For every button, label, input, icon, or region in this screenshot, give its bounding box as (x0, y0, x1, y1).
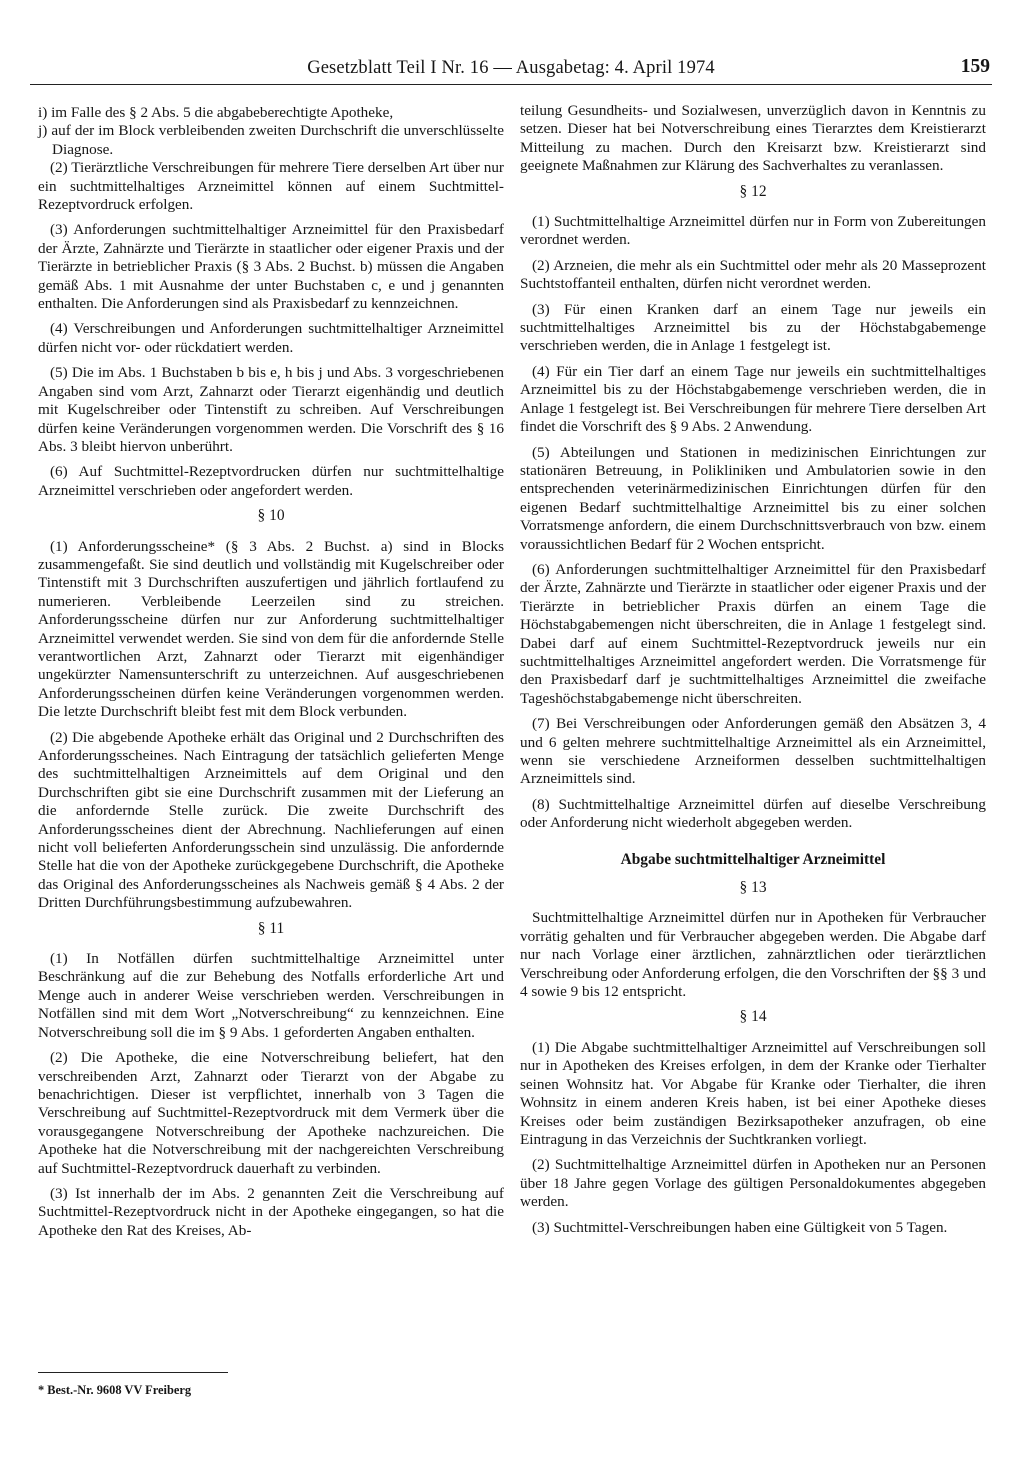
paragraph-14-3: (3) Suchtmittel-Verschreibungen haben eine Gültigkeit von 5 Tagen. (532, 1218, 948, 1236)
paragraph-12-3: (3) Für einen Kranken darf an einem Tage nur jeweils ein suchtmittelhaltiges Arzneimittel bis zu der Höchstabgabemenge verschrieben werden, die in Anlage 1 festgelegt ist. (520, 300, 986, 355)
section-13-heading: § 13 (739, 879, 767, 897)
paragraph-13: Suchtmittelhaltige Arzneimittel dürfen nur in Apotheken für Verbraucher vorrätig gehalten und für Verbraucher abgegeben werden. Die Abgabe darf nur nach Vorlage einer ärztlichen, zahnärztlichen oder tierärztlichen Verschreibung oder Anforderung erfolgen, die den Vorschriften der §§ 3 und 4 sowie 9 bis 12 entspricht. (520, 909, 986, 1001)
paragraph-12-7: (7) Bei Verschreibungen oder Anforderungen gemäß den Absätzen 3, 4 und 6 gelten mehrere suchtmittelhaltige Arzneimittel als ein Arzneimittel, wenn sie verschiedene Arzneiformen desselben suchtmittelhaltigen Arzneimittels sind. (520, 715, 986, 788)
paragraph-9-2: (2) Tierärztliche Verschreibungen für mehrere Tiere derselben Art über nur ein suchtmittelhaltiges Arzneimittel können auf einem Suchtmittel-Rezeptvordruck erfolgen. (38, 159, 504, 214)
section-11-heading: § 11 (257, 919, 285, 937)
paragraph-14-2: (2) Suchtmittelhaltige Arzneimittel dürfen in Apotheken nur an Personen über 18 Jahre gegen Vorlage des gültigen Personaldokumentes abgegeben werden. (520, 1156, 986, 1211)
chapter-heading-abgabe: Abgabe suchtmittelhaltiger Arzneimittel (620, 850, 886, 868)
paragraph-11-3: (3) Ist innerhalb der im Abs. 2 genannten Zeit die Verschreibung auf Suchtmittel-Rezeptvordruck nicht in der Apotheke eingegangen, so hat die Apotheke den Rat des Kreises, Ab- (38, 1184, 504, 1239)
paragraph-12-4: (4) Für ein Tier darf an einem Tage nur jeweils ein suchtmittelhaltiges Arzneimittel bis zu der Höchstabgabemenge verschrieben werden, die in Anlage 1 festgelegt ist. Bei Verschreibungen für mehrere Tiere derselben Art findet die Vorschrift des § 9 Abs. 2 Anwendung. (520, 362, 986, 436)
paragraph-9-5: (5) Die im Abs. 1 Buchstaben b bis e, h bis j und Abs. 3 vorgeschriebenen Angaben sind vom Arzt, Zahnarzt oder Tierarzt eigenhändig und deutlich mit Kugelschreiber oder Tintenstift zu schreiben. Auf Verschreibungen dürfen keine Veränderungen vorgenommen werden. Die Vorschrift des § 16 Abs. 3 bleibt hiervon unberührt. (38, 364, 504, 455)
paragraph-9-3: (3) Anforderungen suchtmittelhaltiger Arzneimittel für den Praxisbedarf der Ärzte, Zahnärzte und Tierärzte in staatlicher oder eigener Praxis und der Tierärzte in betrieblicher Praxis (§ 3 Abs. 2 Buchst. b) müssen die Angaben gemäß Abs. 1 mit Ausnahme der unter Buchstaben c, e und j genannten enthalten. Die Anforderungen sind als Praxisbedarf zu kennzeichnen. (38, 221, 504, 313)
paragraph-12-6: (6) Anforderungen suchtmittelhaltiger Arzneimittel für den Praxisbedarf der Ärzte, Zahnärzte und Tierärzte in staatlicher oder eigener Praxis und der Tierärzte in betrieblicher Praxis dürfen an einem Tage die Höchstabgabemengen nicht überschreiten, die in Anlage 1 festgelegt sind. Dabei darf auf einem Suchtmittel-Rezeptvordruck jeweils nur ein suchtmittelhaltiges Arzneimittel angefordert werden. Die Vorratsmenge für den Praxisbedarf darf je suchtmittelhaltiges Arzneimittel die zweifache Tageshöchstabgabemenge nicht überschreiten. (520, 560, 986, 707)
footnote-rule (38, 1372, 228, 1373)
page-number: 159 (960, 56, 990, 77)
page-header (30, 58, 992, 85)
paragraph-14-1: (1) Die Abgabe suchtmittelhaltiger Arzneimittel auf Verschreibungen soll nur in Apotheken des Kreises erfolgen, in dem der Kranke oder Tierhalter seinen Wohnsitz hat. Vor Abgabe für Kranke oder Tierhalter, die ihren Wohnsitz in einem anderen Kreis haben, ist bei einer Apotheke dieses Kreises oder beim zuständigen Bezirksapotheker anzufragen, ob eine Eintragung in das Verzeichnis der Suchtkranken vorliegt. (520, 1038, 986, 1148)
paragraph-9-6: (6) Auf Suchtmittel-Rezeptvordrucken dürfen nur suchtmittelhaltige Arzneimittel verschrieben oder angefordert werden. (38, 463, 504, 499)
left-column (38, 104, 504, 1247)
paragraph-9-4: (4) Verschreibungen und Anforderungen suchtmittelhaltiger Arzneimittel dürfen nicht vor- oder rückdatiert werden. (38, 320, 504, 356)
paragraph-12-2: (2) Arzneien, die mehr als ein Suchtmittel oder mehr als 20 Masseprozent Suchtstoffanteil enthalten, dürfen nicht verordnet werden. (520, 256, 986, 293)
header-title: Gesetzblatt Teil I Nr. 16 — Ausgabetag: 4. April 1974 (307, 58, 715, 78)
section-10-heading: § 10 (257, 507, 285, 525)
paragraph-12-1: (1) Suchtmittelhaltige Arzneimittel dürfen nur in Form von Zubereitungen verordnet werden. (520, 213, 986, 249)
paragraph-11-1: (1) In Notfällen dürfen suchtmittelhaltige Arzneimittel unter Beschränkung auf die zur Behebung des Notfalls erforderliche Art und Menge auch in anderer Weise verschrieben werden. Verschreibungen in Notfällen sind mit dem Wort „Notverschreibung“ zu kennzeichnen. Eine Notverschreibung soll die im § 9 Abs. 1 geforderten Angaben enthalten. (38, 950, 504, 1041)
paragraph-12-8: (8) Suchtmittelhaltige Arzneimittel dürfen auf dieselbe Verschreibung oder Anforderung nicht wiederholt abgegeben werden. (520, 795, 986, 832)
paragraph-10-1: (1) Anforderungsscheine* (§ 3 Abs. 2 Buchst. a) sind in Blocks zusammengefaßt. Sie sind deutlich und vollständig mit Kugelschreiber oder Tintenstift mit 3 Durchschriften auszufertigen und jährlich fortlaufend zu numerieren. Verbleibende Leerzeilen sind zu streichen. Anforderungsscheine dürfen nur zur Anforderung suchtmittelhaltiger Arzneimittel verwendet werden. Sie sind von dem für die anfordernde Stelle verantwortlichen Arzt, Zahnarzt oder Tierarzt mit eigenhändiger ungekürzter Namensunterschrift zu unterzeichnen. Auf ausgeschriebenen Anforderungsscheinen dürfen keine Veränderungen vorgenommen werden. Die letzte Durchschrift bleibt fest mit dem Block verbunden. (38, 537, 504, 721)
paragraph-12-5: (5) Abteilungen und Stationen in medizinischen Einrichtungen zur stationären Betreuung, in Polikliniken und Ambulatorien sowie in den entsprechenden veterinärmedizinischen Einrichtungen dürfen für den eigenen Bedarf suchtmittelhaltige Arzneimittel bis zu einer solchen Vorratsmenge anfordern, die einem Durchschnittsverbrauch von bzw. einem voraussichtlichen Bedarf für 2 Wochen entspricht. (520, 443, 986, 553)
paragraph-11-3-continued: teilung Gesundheits- und Sozialwesen, unverzüglich davon in Kenntnis zu setzen. Dieser hat bei Notverschreibung eines Tierarztes dem Kreistierarzt Mitteilung zu machen. Durch den Kreisarzt bzw. Kreistierarzt sind geeignete Maßnahmen zur Klärung des Sachverhaltes zu veranlassen. (520, 102, 986, 175)
paragraph-10-2: (2) Die abgebende Apotheke erhält das Original und 2 Durchschriften des Anforderungsscheines. Nach Eintragung der tatsächlich gelieferten Menge des suchtmittelhaltigen Arzneimittels auf dem Original und den Durchschriften gibt sie eine Durchschrift zusammen mit der Lieferung an die anfordernde Stelle zurück. Die zweite Durchschrift des Anforderungsscheines dient der Abrechnung. Nachlieferungen auf einen nicht voll belieferten Anforderungsschein sind unzulässig. Die anfordernde Stelle hat die von der Apotheke zurückgegebene Durchschrift, die Apotheke das Original des Anforderungsscheines als Nachweis gemäß § 4 Abs. 2 der Dritten Durchführungsbestimmung aufzubewahren. (38, 728, 504, 912)
list-item-i: i) im Falle des § 2 Abs. 5 die abgabeberechtigte Apotheke, (38, 104, 394, 121)
right-column (520, 102, 986, 1244)
paragraph-11-2: (2) Die Apotheke, die eine Notverschreibung beliefert, hat den verschreibenden Arzt, Zahnarzt oder Tierarzt von der Abgabe zu benachrichtigen. Dieser ist verpflichtet, innerhalb von 3 Tagen die Verschreibung auf Suchtmittel-Rezeptvordruck mit dem Vermerk über die vorausgegangene Notverschreibung der Apotheke nachzureichen. Die Apotheke hat die Notverschreibung mit der nachgereichten Verschreibung auf Suchtmittel-Rezeptvordruck dauerhaft zu verbinden. (38, 1049, 504, 1177)
footnote: * Best.-Nr. 9608 VV Freiberg (38, 1383, 192, 1397)
list-item-j: j) auf der im Block verbleibenden zweiten Durchschrift die unverschlüsselte Diagnose. (38, 122, 504, 158)
section-14-heading: § 14 (739, 1008, 767, 1026)
section-12-heading: § 12 (739, 182, 767, 200)
